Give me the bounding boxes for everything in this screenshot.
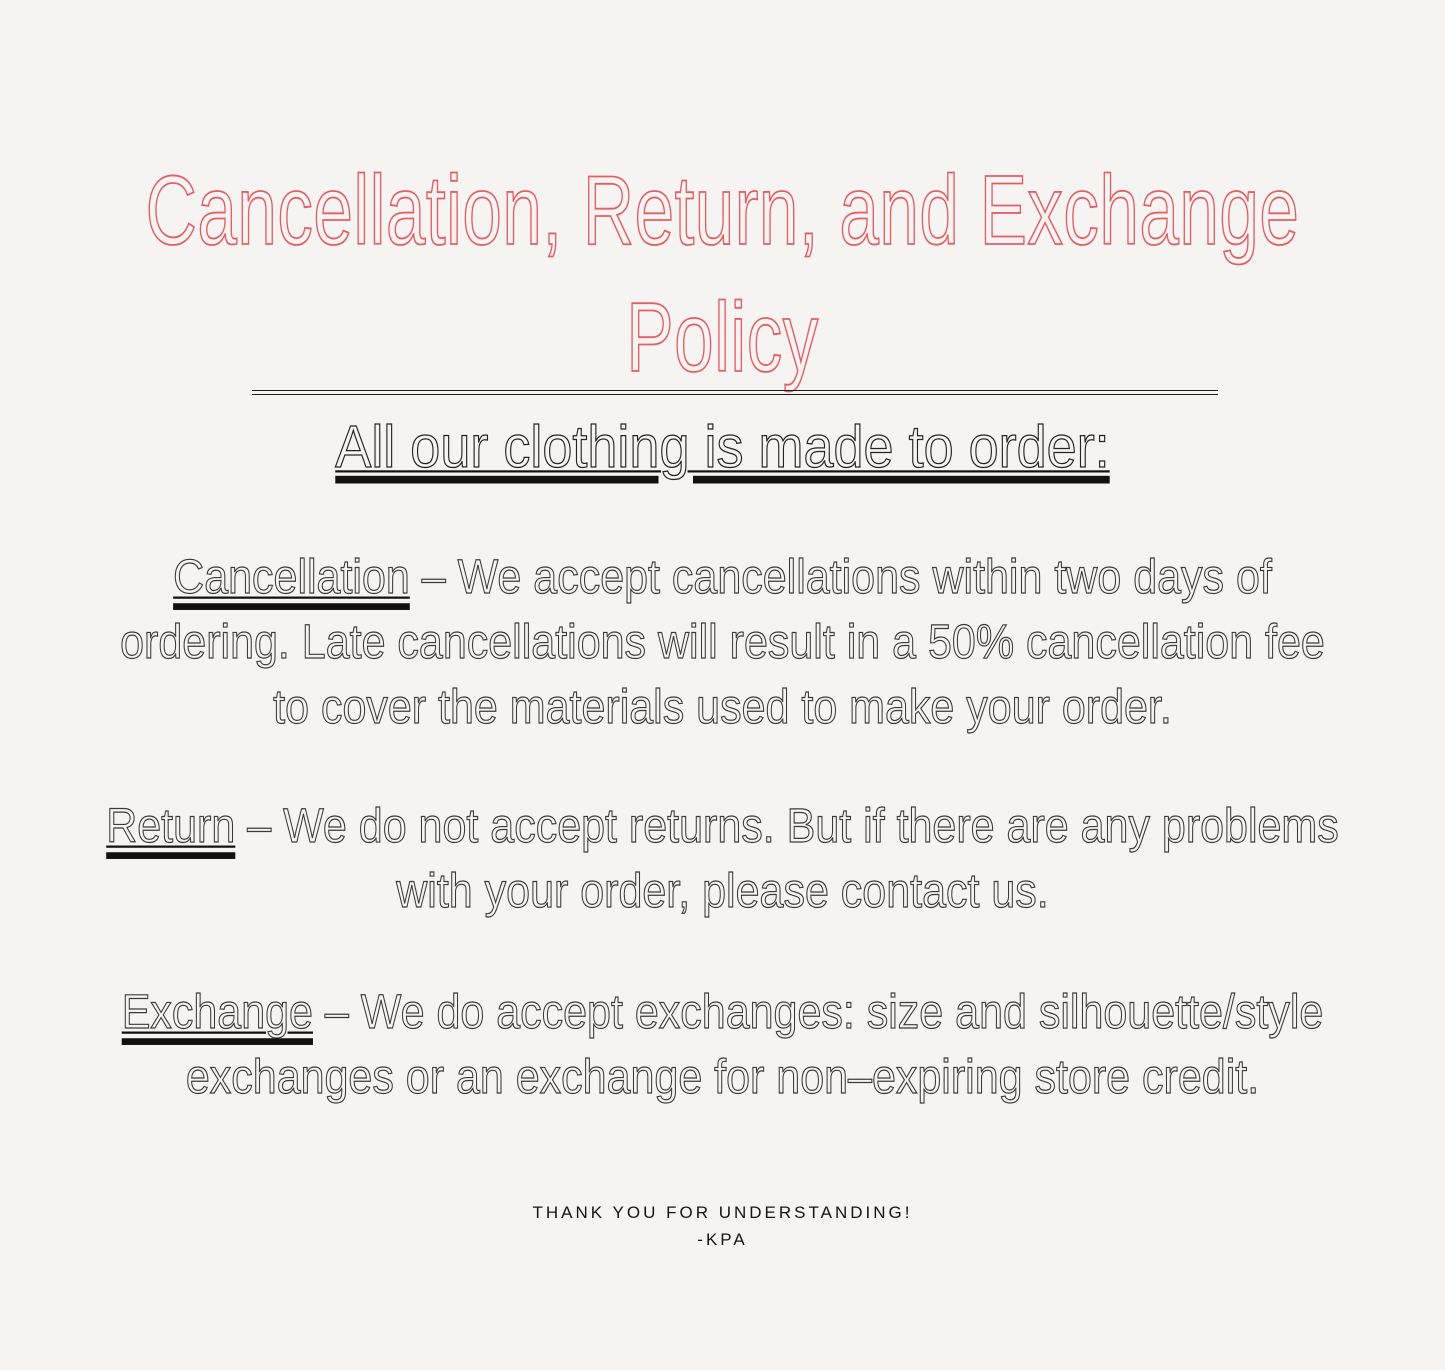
page-title bbox=[0, 149, 1445, 403]
policy-term-return: Return bbox=[106, 799, 236, 854]
policy-text: – We accept cancellations within two days of bbox=[421, 550, 1272, 605]
policy-line: with your order, please contact us. bbox=[396, 864, 1049, 919]
policy-line bbox=[0, 545, 1445, 610]
title-line-2: Policy bbox=[626, 284, 819, 394]
footer bbox=[0, 1199, 1445, 1253]
policy-text: – We do accept exchanges: size and silhouette/style bbox=[324, 985, 1324, 1040]
subheading bbox=[0, 412, 1445, 482]
policy-term-underline bbox=[122, 986, 313, 1040]
policy-term-underline bbox=[106, 800, 235, 854]
policy-cancellation bbox=[0, 545, 1445, 740]
policy-exchange bbox=[0, 980, 1445, 1110]
policy-line: to cover the materials used to make your order. bbox=[273, 680, 1172, 735]
policy-term-exchange: Exchange bbox=[121, 985, 313, 1040]
footer-signature: -KPA bbox=[697, 1230, 748, 1249]
policy-term-cancellation: Cancellation bbox=[173, 550, 410, 605]
policy-text: – We do not accept returns. But if there are any problems bbox=[247, 799, 1339, 854]
subheading-underline bbox=[335, 414, 1109, 480]
title-line-1: Cancellation, Return, and Exchange bbox=[145, 157, 1300, 267]
policy-line bbox=[0, 980, 1445, 1045]
title-divider bbox=[252, 390, 1218, 395]
footer-thanks: THANK YOU FOR UNDERSTANDING! bbox=[532, 1203, 913, 1222]
policy-term-underline bbox=[173, 551, 410, 605]
policy-line: exchanges or an exchange for non–expiring store credit. bbox=[185, 1050, 1260, 1105]
policy-return bbox=[0, 794, 1445, 924]
policy-line bbox=[0, 794, 1445, 859]
subheading-text: All our clothing is made to order: bbox=[335, 414, 1110, 481]
policy-line: ordering. Late cancellations will result in a 50% cancellation fee bbox=[120, 615, 1325, 670]
